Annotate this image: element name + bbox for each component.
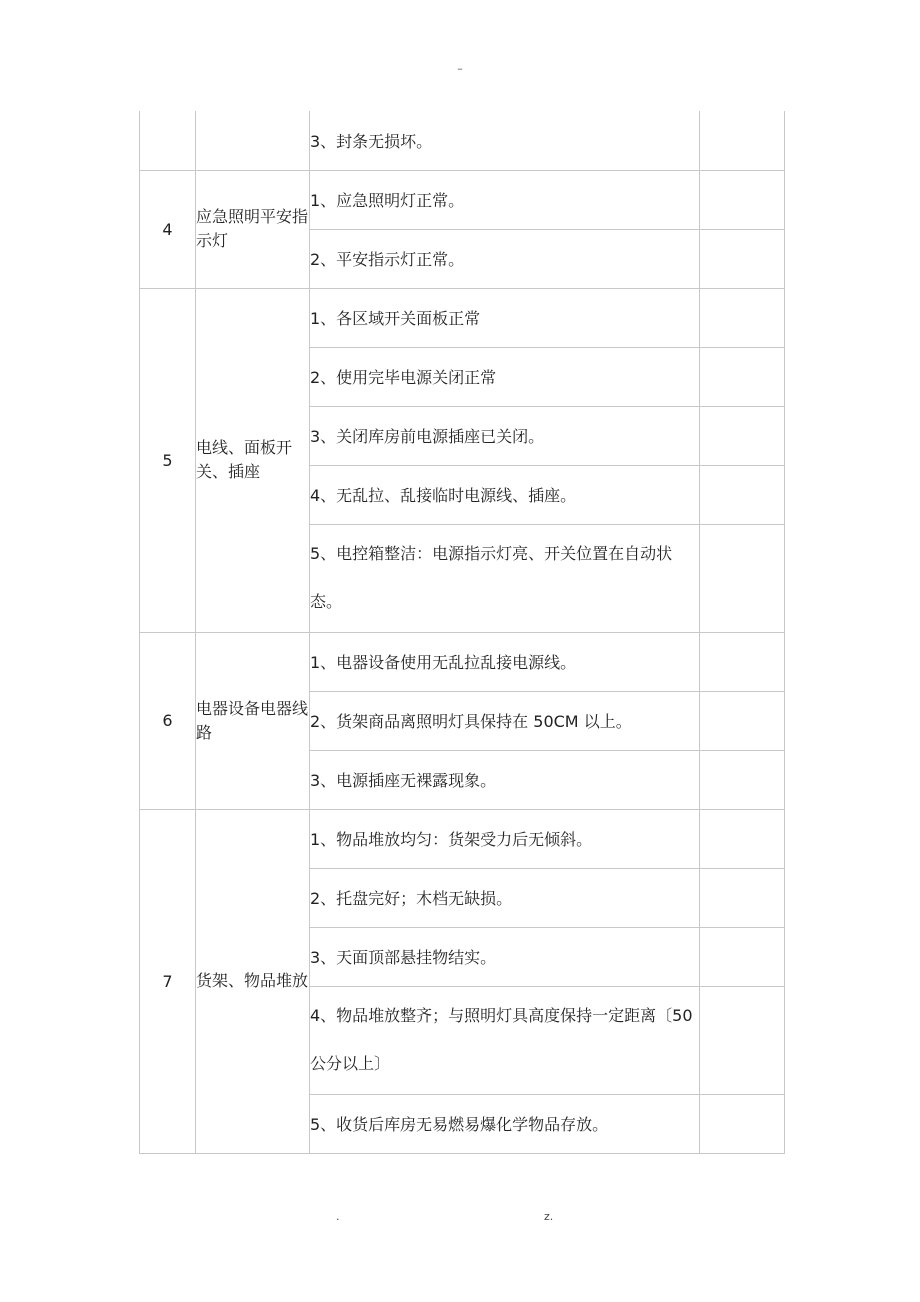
item-number: 7 <box>140 809 196 1153</box>
result-cell <box>700 691 785 750</box>
result-cell <box>700 524 785 632</box>
result-cell <box>700 111 785 170</box>
check-detail: 2、托盘完好；木档无缺损。 <box>310 868 700 927</box>
check-detail: 5、收货后库房无易燃易爆化学物品存放。 <box>310 1094 700 1153</box>
item-name: 电线、面板开关、插座 <box>196 288 310 632</box>
result-cell <box>700 868 785 927</box>
result-cell <box>700 809 785 868</box>
result-cell <box>700 927 785 986</box>
page-footer-left: . <box>336 1210 340 1223</box>
table-row <box>140 111 785 170</box>
item-number: 6 <box>140 632 196 809</box>
check-detail: 4、无乱拉、乱接临时电源线、插座。 <box>310 465 700 524</box>
result-cell <box>700 465 785 524</box>
result-cell <box>700 632 785 691</box>
check-detail: 3、封条无损坏。 <box>310 111 700 170</box>
check-detail: 1、电器设备使用无乱拉乱接电源线。 <box>310 632 700 691</box>
table-row <box>140 632 785 691</box>
table-row <box>140 809 785 868</box>
check-detail: 1、物品堆放均匀：货架受力后无倾斜。 <box>310 809 700 868</box>
item-number: 4 <box>140 170 196 288</box>
table-row <box>140 170 785 229</box>
check-detail: 2、平安指示灯正常。 <box>310 229 700 288</box>
result-cell <box>700 406 785 465</box>
result-cell <box>700 750 785 809</box>
result-cell <box>700 170 785 229</box>
page-header-mark: – <box>457 62 463 75</box>
check-detail: 3、电源插座无裸露现象。 <box>310 750 700 809</box>
check-detail: 2、货架商品离照明灯具保持在 50CM 以上。 <box>310 691 700 750</box>
check-detail: 3、关闭库房前电源插座已关闭。 <box>310 406 700 465</box>
result-cell <box>700 288 785 347</box>
item-number: 5 <box>140 288 196 632</box>
result-cell <box>700 229 785 288</box>
item-number <box>140 111 196 170</box>
check-detail: 4、物品堆放整齐；与照明灯具高度保持一定距离〔50 公分以上〕 <box>310 986 700 1094</box>
item-name: 应急照明平安指示灯 <box>196 170 310 288</box>
inspection-table <box>139 111 785 1154</box>
check-detail: 3、天面顶部悬挂物结实。 <box>310 927 700 986</box>
table-row <box>140 288 785 347</box>
page-footer-right: z. <box>544 1210 554 1223</box>
item-name <box>196 111 310 170</box>
result-cell <box>700 986 785 1094</box>
item-name: 货架、物品堆放 <box>196 809 310 1153</box>
check-detail: 5、电控箱整洁：电源指示灯亮、开关位置在自动状态。 <box>310 524 700 632</box>
result-cell <box>700 347 785 406</box>
check-detail: 1、应急照明灯正常。 <box>310 170 700 229</box>
item-name: 电器设备电器线路 <box>196 632 310 809</box>
check-detail: 1、各区域开关面板正常 <box>310 288 700 347</box>
check-detail: 2、使用完毕电源关闭正常 <box>310 347 700 406</box>
result-cell <box>700 1094 785 1153</box>
